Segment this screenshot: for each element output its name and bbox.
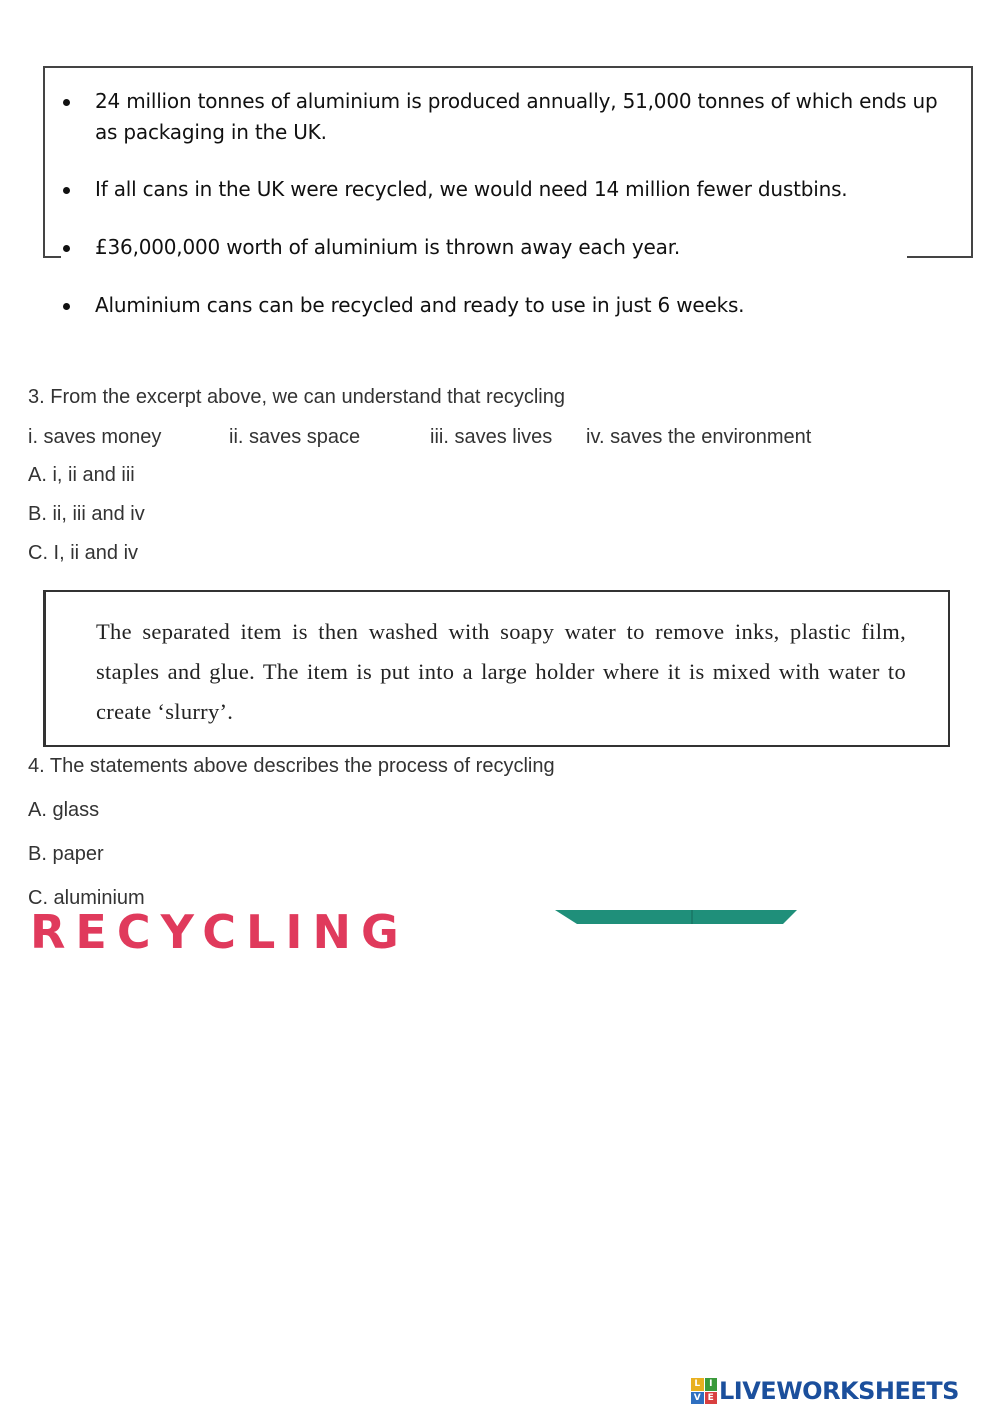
question-3-option-a[interactable]: A. i, ii and iii — [28, 464, 135, 486]
question-4-option-c[interactable]: C. aluminium — [28, 887, 145, 909]
excerpt-2-text: The separated item is then washed with soapy water to remove inks, plastic film, staples and glue. The item is put into a large holder where it is mixed with water to create ‘slurry’. — [96, 619, 906, 724]
excerpt-box-2 — [43, 590, 950, 747]
question-3-stem: 3. From the excerpt above, we can understand that recycling — [28, 386, 565, 408]
question-4-stem: 4. The statements above describes the process of recycling — [28, 755, 555, 777]
excerpt-box-1-bottom-left — [43, 256, 61, 258]
bullet-item: Aluminium cans can be recycled and ready to use in just 6 weeks. — [60, 290, 940, 321]
recycling-banner-text: RECYCLING — [30, 905, 409, 959]
green-banner-shape — [555, 910, 797, 924]
recycling-banner-title — [30, 905, 409, 959]
bullet-item: If all cans in the UK were recycled, we would need 14 million fewer dustbins. — [60, 174, 940, 205]
statement-i: i. saves money — [28, 426, 162, 448]
question-4-option-a[interactable]: A. glass — [28, 799, 100, 821]
statement-ii: ii. saves space — [229, 426, 361, 448]
statement-iv: iv. saves the environment — [586, 426, 812, 448]
bullet-item: £36,000,000 worth of aluminium is thrown away each year. — [60, 232, 940, 263]
question-3-option-b[interactable]: B. ii, iii and iv — [28, 503, 145, 525]
logo-mark-icon: L I V E — [691, 1378, 717, 1404]
excerpt-bullet-list — [60, 86, 940, 321]
question-3-option-c[interactable]: C. I, ii and iv — [28, 542, 139, 564]
question-3-statements — [28, 426, 928, 452]
liveworksheets-logo — [691, 1376, 959, 1406]
statement-iii: iii. saves lives — [430, 426, 553, 448]
question-4-option-b[interactable]: B. paper — [28, 843, 104, 865]
logo-text: LIVEWORKSHEETS — [719, 1377, 959, 1405]
bullet-item: 24 million tonnes of aluminium is produced annually, 51,000 tonnes of which ends up as packaging in the UK. — [60, 86, 940, 148]
